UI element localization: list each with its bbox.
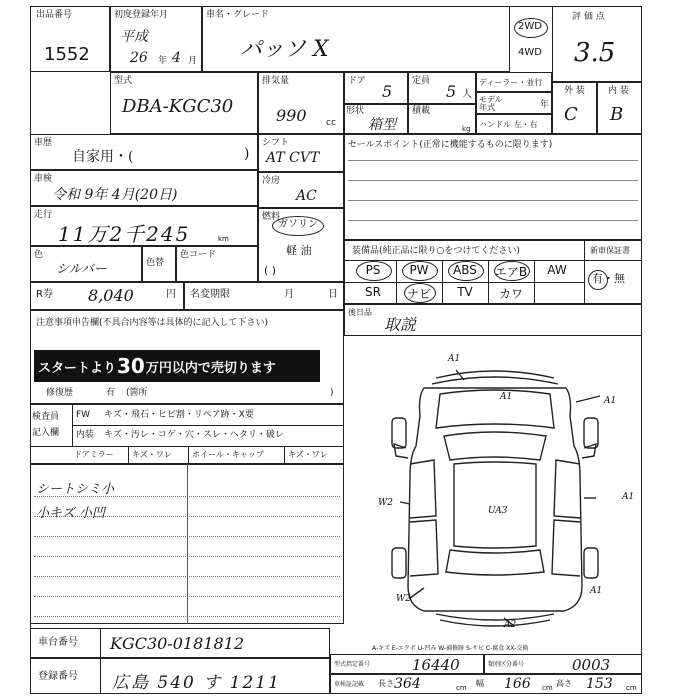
color-value: シルバー (56, 262, 107, 277)
notes-line-1: シートシミ小 (36, 482, 115, 497)
equipment-circle (356, 261, 392, 281)
length-label: 長さ (378, 679, 394, 688)
handle-label: ハンドル 左・右 (479, 120, 538, 129)
class-label: 類別区分番号 (488, 661, 525, 668)
notes-rule (34, 516, 340, 517)
usage-label: 車歴 (34, 138, 53, 148)
notes-rule (34, 496, 340, 497)
model-code-value: DBA-KGC30 (122, 96, 234, 117)
notes-rule (34, 596, 340, 597)
name-change-day: 日 (328, 289, 338, 300)
notes-rule (34, 556, 340, 557)
model-year-label: モデル年式 (479, 95, 503, 112)
inspect-value: 令和 9年 4月(20日) (52, 187, 178, 203)
inspection-row1-text: キズ・飛石・ヒビ割・リペア跡・X要 (104, 410, 254, 420)
equipment-item: AW (547, 263, 567, 277)
length-value: 364 (394, 676, 421, 692)
inspection-row1-tag: FW (76, 410, 91, 420)
size-label: 車検証記載 (334, 681, 365, 688)
score-label: 評 価 点 (572, 12, 605, 22)
inspection-label-1: 検査員 (32, 412, 60, 422)
recycle-value: 8,040 (88, 286, 134, 305)
repair-paren: (箇所 (126, 388, 148, 398)
warranty-circle (588, 270, 608, 290)
equipment-item: SR (365, 285, 381, 299)
usage-close: ) (244, 146, 250, 162)
banner-pre: スタートより (38, 360, 117, 376)
height-unit: cm (626, 684, 637, 692)
drive-4wd: 4WD (518, 47, 542, 58)
color-code-label: 色コード (180, 250, 217, 260)
notes-rule (34, 616, 340, 617)
body-value: 箱型 (368, 117, 396, 133)
recycle-unit: 円 (166, 289, 176, 300)
start-banner (34, 350, 320, 382)
sales-rule (348, 160, 638, 161)
equipment-item: TV (457, 285, 473, 299)
name-change-month: 月 (284, 289, 294, 300)
usage-box (30, 134, 258, 170)
score-value: 3.5 (574, 38, 616, 68)
width-unit: cm (542, 684, 553, 692)
damage-mark: A1 (448, 354, 461, 364)
fuel-label: 燃料 (262, 212, 281, 222)
equipment-rule (344, 282, 584, 283)
equipment-item: PW (409, 263, 429, 277)
equipment-item: PS (365, 263, 381, 277)
inspection-row3-c: ホイール・キャップ (192, 450, 264, 459)
mileage-value: 11万2千245 (58, 222, 191, 246)
month-unit: 月 (188, 56, 198, 66)
lot-number: 1552 (44, 44, 90, 65)
model-code-label: 型式 (114, 76, 133, 86)
damage-mark: A1 (604, 396, 617, 406)
sales-label: セールスポイント(正常に機能するものに限ります) (348, 140, 553, 150)
ac-value: AC (296, 188, 317, 204)
height-value: 153 (586, 676, 613, 692)
chassis-label: 車台番号 (38, 637, 78, 648)
damage-mark: W2 (378, 498, 393, 508)
height-label: 高さ (556, 679, 572, 688)
equipment-label: 装備品(純正品に限り○をつけてください) (352, 246, 520, 256)
width-value: 166 (504, 676, 531, 692)
equipment-divider (488, 260, 489, 304)
equipment-divider (534, 260, 535, 304)
equipment-circle (402, 261, 438, 281)
model-year-unit: 年 (540, 100, 550, 110)
equipment-divider (442, 260, 443, 304)
equipment-divider (584, 240, 585, 304)
equipment-rule (344, 260, 642, 261)
reg-label: 登録番号 (38, 671, 78, 682)
sales-rule (348, 180, 638, 181)
model-grade-value: パッソ X (240, 37, 329, 62)
type-no-label: 型式指定番号 (334, 661, 371, 668)
banner-post: 万円以内で売切ります (145, 360, 276, 376)
year-unit: 年 (158, 56, 168, 66)
notes-line-2: 小キズ 小凹 (36, 506, 105, 521)
lot-label: 出品番号 (36, 10, 73, 20)
inspection-rule (30, 446, 344, 447)
fuel-value: ガソリン (278, 219, 318, 230)
inspection-row3-a: ドアミラー (74, 450, 114, 459)
name-change-label: 名変期限 (190, 289, 230, 300)
displacement-label: 排気量 (262, 76, 290, 86)
notes-divider (187, 464, 188, 624)
inspection-row3-b: キズ・ワレ (132, 450, 172, 459)
notes-rule (34, 536, 340, 537)
repair-label: 修復歴 (46, 388, 74, 398)
inspect-label: 車検 (34, 174, 53, 184)
notes-rule (34, 576, 340, 577)
shift-value: AT CVT (266, 150, 320, 166)
int-value: B (610, 104, 624, 125)
sales-rule (348, 200, 638, 201)
chassis-divider (100, 628, 101, 658)
mileage-unit: km (218, 235, 229, 243)
damage-mark: UA3 (488, 506, 508, 516)
fuel-sub: 軽 油 (286, 244, 312, 257)
new-warranty-label: 新車保証書 (590, 246, 630, 255)
repair-value: 有 (106, 388, 116, 398)
equipment-circle (448, 261, 484, 281)
inspection-divider (128, 446, 129, 464)
doors-value: 5 (382, 82, 393, 101)
inspection-label-2: 記入欄 (32, 428, 60, 438)
doors-label: ドア (348, 76, 366, 86)
damage-legend: A-キズ E-エクボ U-凹み W-補修跡 S-サビ C-腐食 XX-交換 (372, 645, 529, 652)
damage-mark: A1 (500, 392, 513, 402)
chassis-value: KGC30-0181812 (110, 634, 244, 653)
equipment-item: カワ (498, 287, 523, 301)
color-label: 色 (34, 250, 44, 260)
shift-label: シフト (262, 138, 290, 148)
capacity-value: 5 (446, 82, 457, 101)
ac-label: 冷房 (262, 176, 281, 186)
repair-close: ) (330, 388, 334, 398)
inspection-divider (188, 446, 189, 464)
inspection-rule (72, 425, 344, 426)
displacement-value: 990 (276, 106, 307, 125)
mileage-label: 走行 (34, 210, 53, 220)
drive-2wd: 2WD (518, 21, 542, 32)
displacement-unit: cc (326, 118, 336, 128)
load-unit: kg (462, 125, 471, 133)
damage-mark: A1 (590, 586, 603, 596)
load-label: 積載 (412, 106, 431, 116)
extra-value: 取説 (384, 315, 417, 334)
capacity-label: 定員 (412, 76, 431, 86)
inspection-row2-text: キズ・汚レ・コゲ・穴・スレ・ヘタリ・破レ (104, 430, 284, 440)
equipment-item: ナビ (406, 287, 431, 301)
inspection-row2-tag: 内装 (76, 430, 95, 440)
length-unit: cm (456, 684, 467, 692)
inspection-row3-d: キズ・ワレ (288, 450, 328, 459)
first-reg-month: 4 (172, 50, 181, 66)
recycle-label: R券 (36, 289, 53, 300)
sales-rule (348, 220, 638, 221)
color-change-label: 色替 (146, 258, 165, 268)
width-label: 幅 (476, 679, 484, 688)
first-reg-year: 26 (130, 50, 148, 66)
ext-label: 外 装 (564, 86, 585, 96)
capacity-unit: 人 (462, 89, 472, 100)
first-reg-era: 平成 (120, 29, 148, 45)
class-value: 0003 (572, 656, 611, 674)
equipment-item: ABS (453, 263, 477, 277)
equipment-circle (404, 283, 436, 303)
equipment-item: エアB (494, 265, 528, 279)
model-grade-label: 車名・グレード (206, 10, 270, 20)
reg-divider (100, 658, 101, 694)
inspection-divider (284, 446, 285, 464)
first-reg-label: 初度登録年月 (114, 10, 169, 20)
type-no-value: 16440 (412, 656, 460, 674)
usage-value: 自家用・( (72, 149, 134, 165)
int-label: 内 装 (608, 86, 629, 96)
damage-mark: A1 (622, 492, 635, 502)
extra-label: 後日品 (348, 308, 372, 317)
equipment-circle (494, 261, 530, 281)
warranty-value: 有・無 (592, 272, 625, 285)
dealer-label: ディーラー・並行 (479, 78, 543, 87)
damage-mark: W2 (396, 594, 411, 604)
equipment-divider (396, 260, 397, 304)
body-label: 形状 (346, 106, 365, 116)
damage-mark: A2 (504, 620, 517, 630)
banner-num: 30 (117, 354, 145, 378)
reg-value: 広島 540 す 1211 (112, 673, 281, 693)
notice-label: 注意事項申告欄(不具合内容等は具体的に記入して下さい) (36, 318, 269, 328)
fuel-paren: ( ) (264, 264, 277, 277)
ext-value: C (564, 104, 578, 125)
